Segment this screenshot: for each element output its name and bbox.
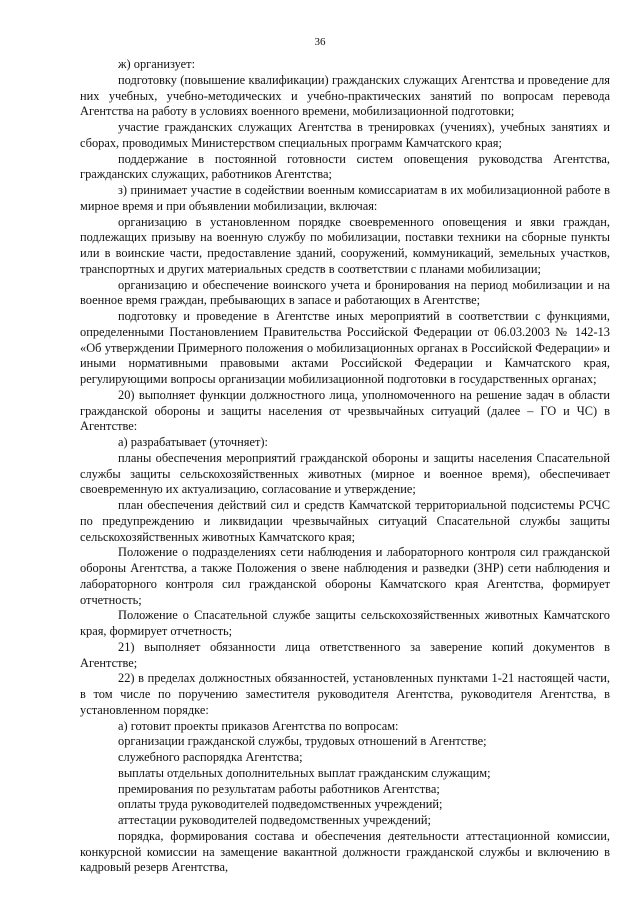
paragraph: план обеспечения действий сил и средств Камчатской территориальной подсистемы РСЧС по предупреждению и ликвидации чрезвычайных ситуаций Спасательной службы защиты сельскохозяйственных животных Камчатского края;	[80, 498, 610, 544]
paragraph: служебного распорядка Агентства;	[118, 750, 303, 764]
paragraph: 22) в пределах должностных обязанностей, установленных пунктами 1-21 настоящей части, в том числе по поручению заместителя руководителя Агентства, руководителя Агентства, в установленном порядке:	[80, 671, 610, 717]
paragraph: участие гражданских служащих Агентства в тренировках (учениях), учебных занятиях и сборах, проводимых Министерством специальных программ Камчатского края;	[80, 120, 610, 150]
paragraph: Положение о Спасательной службе защиты сельскохозяйственных животных Камчатского края, формирует отчетность;	[80, 608, 610, 638]
paragraph: 21) выполняет обязанности лица ответственного за заверение копий документов в Агентстве;	[80, 639, 610, 670]
paragraph: порядка, формирования состава и обеспечения деятельности аттестационной комиссии, конкурсной комиссии на замещение вакантной должности гражданской службы и включению в кадровый резерв Агентства,	[80, 828, 610, 875]
paragraph: организацию и обеспечение воинского учета и бронирования на период мобилизации и на военное время граждан, пребывающих в запасе и работающих в Агентстве;	[80, 277, 610, 308]
paragraph: Положение о подразделениях сети наблюдения и лабораторного контроля сил гражданской обороны Агентства, а также Положения о звене наблюдения и разведки (ЗНР) сети наблюдения и лабораторного контроля сил гражданской обороны Камчатского края Агентства, формирует отчетность;	[80, 545, 610, 607]
paragraph: организацию в установленном порядке своевременного оповещения и явки граждан, подлежащих призыву на военную службу по мобилизации, поставки техники на сборные пункты или в воинские части, предоставление зданий, сооружений, коммуникаций, земельных участков, транспортных и других материальных средств в соответствии с планами мобилизации;	[80, 214, 610, 276]
paragraph: ж) организует:	[118, 57, 196, 71]
document-body	[80, 57, 610, 876]
paragraph: подготовку (повышение квалификации) гражданских служащих Агентства и проведение для них учебных, учебно-методических и учебно-практических занятий по вопросам перевода Агентства на работу в условиях военного времени, мобилизационной подготовки;	[80, 72, 610, 119]
paragraph: поддержание в постоянной готовности систем оповещения руководства Агентства, гражданских служащих, работников Агентства;	[80, 151, 610, 182]
paragraph: организации гражданской службы, трудовых отношений в Агентстве;	[118, 734, 487, 749]
page-number: 36	[314, 36, 326, 48]
paragraph: 20) выполняет функции должностного лица, уполномоченного на решение задач в области гражданской обороны и защиты населения от чрезвычайных ситуаций (далее – ГО и ЧС) в Агентстве:	[80, 387, 610, 434]
paragraph: премирования по результатам работы работников Агентства;	[118, 781, 440, 796]
paragraph: планы обеспечения мероприятий гражданской обороны и защиты населения Спасательной службы защиты сельскохозяйственных животных (мирное и военное время), обеспечивает своевременную их актуализацию, согласование и утверждение;	[80, 450, 610, 497]
paragraph: выплаты отдельных дополнительных выплат гражданским служащим;	[118, 765, 491, 780]
paragraph: з) принимает участие в содействии военным комиссариатам в их мобилизационной работе в мирное время и при объявлении мобилизации, включая:	[80, 183, 610, 213]
paragraph: а) разрабатывает (уточняет):	[118, 435, 268, 449]
paragraph: а) готовит проекты приказов Агентства по вопросам:	[118, 718, 399, 733]
paragraph: аттестации руководителей подведомственных учреждений;	[118, 813, 431, 827]
paragraph: оплаты труда руководителей подведомственных учреждений;	[118, 797, 443, 812]
paragraph: подготовку и проведение в Агентстве иных мероприятий в соответствии с функциями, определенными Постановлением Правительства Российской Федерации от 06.03.2003 № 142-13 «Об утверждении Примерного положения о мобилизационных органах в Российской Федерации» и иными нормативными правовыми актами Российской Федерации и Камчатского края, регулирующими вопросы организации мобилизационной подготовки в государственных органах;	[80, 309, 610, 386]
